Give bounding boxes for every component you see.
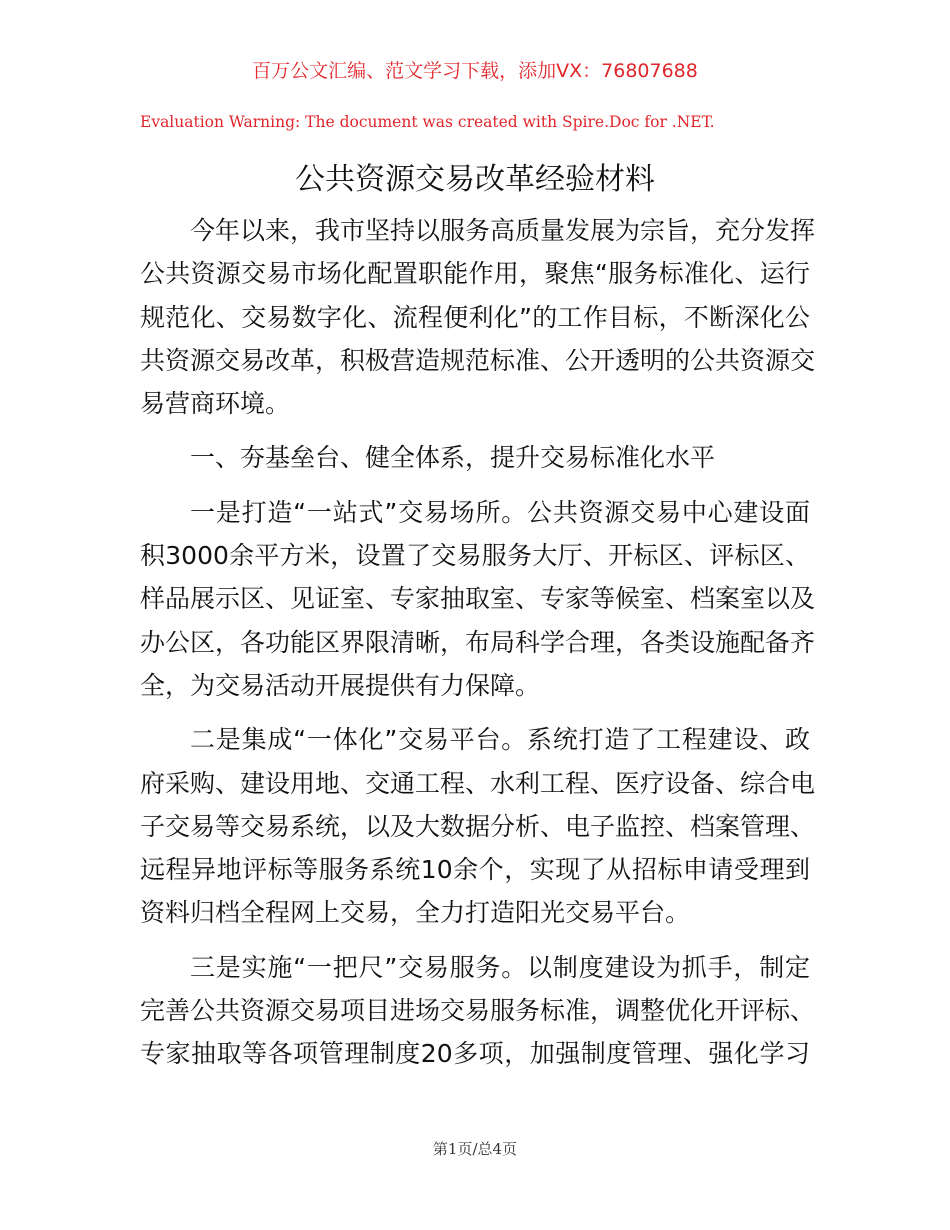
section-heading [140, 436, 810, 479]
text-line: 远程异地评标等服务系统10余个，实现了从招标申请受理到 [140, 855, 810, 885]
text-line: 一、夯基垒台、健全体系，提升交易标准化水平 [190, 443, 716, 473]
promo-banner: 百万公文汇编、范文学习下载，添加VX：76807688 [252, 60, 698, 82]
text-line: 今年以来，我市坚持以服务高质量发展为宗旨，充分发挥 [190, 216, 816, 245]
text-line: 二是集成“一体化”交易平台。系统打造了工程建设、政 [190, 725, 810, 755]
evaluation-warning: Evaluation Warning: The document was created with Spire.Doc for .NET. [140, 113, 715, 131]
text-line: 易营商环境。 [140, 389, 291, 419]
text-line: 共资源交易改革，积极营造规范标准、公开透明的公共资源交 [140, 345, 816, 375]
text-line: 资料归档全程网上交易，全力打造阳光交易平台。 [140, 898, 691, 928]
text-line: 完善公共资源交易项目进场交易服务标准，调整优化开评标、 [140, 996, 816, 1026]
page-footer: 第1页/总4页 [432, 1140, 518, 1158]
text-line: 子交易等交易系统，以及大数据分析、电子监控、档案管理、 [140, 811, 816, 841]
text-line: 办公区，各功能区界限清晰，布局科学合理，各类设施配备齐 [140, 627, 816, 657]
text-line: 公共资源交易市场化配置职能作用，聚焦“服务标准化、运行 [140, 259, 810, 289]
text-line: 三是实施“一把尺”交易服务。以制度建设为抓手，制定 [190, 952, 810, 982]
paragraph [140, 209, 816, 425]
paragraph [140, 718, 816, 934]
text-line: 积3000余平方米，设置了交易服务大厅、开标区、评标区、 [140, 541, 810, 571]
text-line: 全，为交易活动开展提供有力保障。 [140, 670, 541, 700]
text-line: 规范化、交易数字化、流程便利化”的工作目标，不断深化公 [140, 302, 810, 332]
text-line: 一是打造“一站式”交易场所。公共资源交易中心建设面 [190, 497, 810, 527]
paragraph [140, 946, 816, 1076]
document-title: 公共资源交易改革经验材料 [295, 162, 655, 197]
paragraph [140, 491, 816, 707]
text-line: 样品展示区、见证室、专家抽取室、专家等候室、档案室以及 [140, 584, 816, 614]
document-body [140, 209, 816, 1087]
text-line: 专家抽取等各项管理制度20多项，加强制度管理、强化学习 [140, 1039, 810, 1069]
text-line: 府采购、建设用地、交通工程、水利工程、医疗设备、综合电 [140, 768, 816, 798]
